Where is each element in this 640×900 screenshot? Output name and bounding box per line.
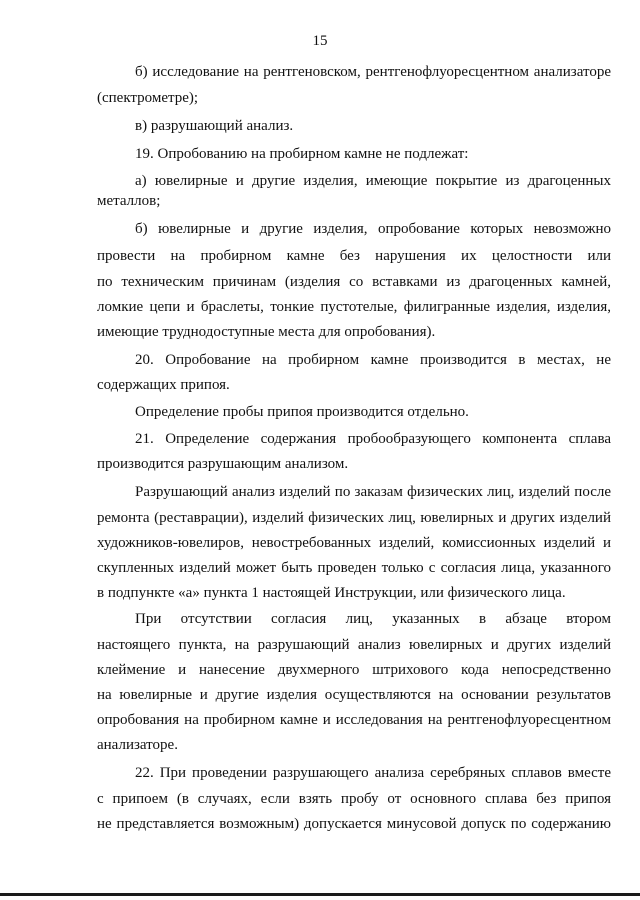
text-line: настоящего пункта, на разрушающий анализ ювелирных и других изделий <box>97 637 611 653</box>
page-number: 15 <box>312 33 328 49</box>
text-line: по техническим причинам (изделия со вставками из драгоценных камней, <box>97 274 611 290</box>
text-line: провести на пробирном камне без нарушения их целостности или <box>97 248 611 264</box>
text-line: При отсутствии согласия лиц, указанных в абзаце втором <box>135 611 611 627</box>
text-line: в) разрушающий анализ. <box>135 118 294 134</box>
text-line: содержащих припоя. <box>97 377 230 393</box>
text-line: художников-ювелиров, невостребованных изделий, комиссионных изделий и <box>97 535 611 551</box>
text-line: производится разрушающим анализом. <box>97 456 349 472</box>
text-line: 20. Опробование на пробирном камне производится в местах, не <box>135 352 611 368</box>
text-line: ломкие цепи и браслеты, тонкие пустотелые, филигранные изделия, изделия, <box>97 299 611 315</box>
text-line: с припоем (в случаях, если взять пробу от основного сплава без припоя <box>97 791 611 807</box>
text-line: 21. Определение содержания пробообразующего компонента сплава <box>135 431 611 447</box>
text-line: анализаторе. <box>97 737 178 753</box>
text-line: ремонта (реставрации), изделий физических лиц, ювелирных и других изделий <box>97 510 611 526</box>
text-line: (спектрометре); <box>97 90 199 106</box>
text-line: б) исследование на рентгеновском, рентгенофлуоресцентном анализаторе <box>135 64 611 80</box>
text-line: б) ювелирные и другие изделия, опробование которых невозможно <box>135 221 611 237</box>
text-line: в подпункте «а» пункта 1 настоящей Инструкции, или физического лица. <box>97 585 566 601</box>
text-line: а) ювелирные и другие изделия, имеющие покрытие из драгоценных <box>135 173 611 189</box>
text-line: на ювелирные и другие изделия осуществляются на основании результатов <box>97 687 611 703</box>
text-line: опробования на пробирном камне и исследования на рентгенофлуоресцентном <box>97 712 611 728</box>
text-line: 19. Опробованию на пробирном камне не подлежат: <box>135 146 469 162</box>
text-line: Разрушающий анализ изделий по заказам физических лиц, изделий после <box>135 484 611 500</box>
text-line: металлов; <box>97 193 161 209</box>
text-line: клеймение и нанесение двухмерного штрихового кода непосредственно <box>97 662 611 678</box>
text-line: скупленных изделий может быть проведен только с согласия лица, указанного <box>97 560 611 576</box>
text-line: Определение пробы припоя производится отдельно. <box>135 404 469 420</box>
text-line: имеющие труднодоступные места для опробования). <box>97 324 436 340</box>
text-line: не представляется возможным) допускается минусовой допуск по содержанию <box>97 816 611 832</box>
text-line: 22. При проведении разрушающего анализа серебряных сплавов вместе <box>135 765 611 781</box>
bottom-rule <box>0 893 640 896</box>
